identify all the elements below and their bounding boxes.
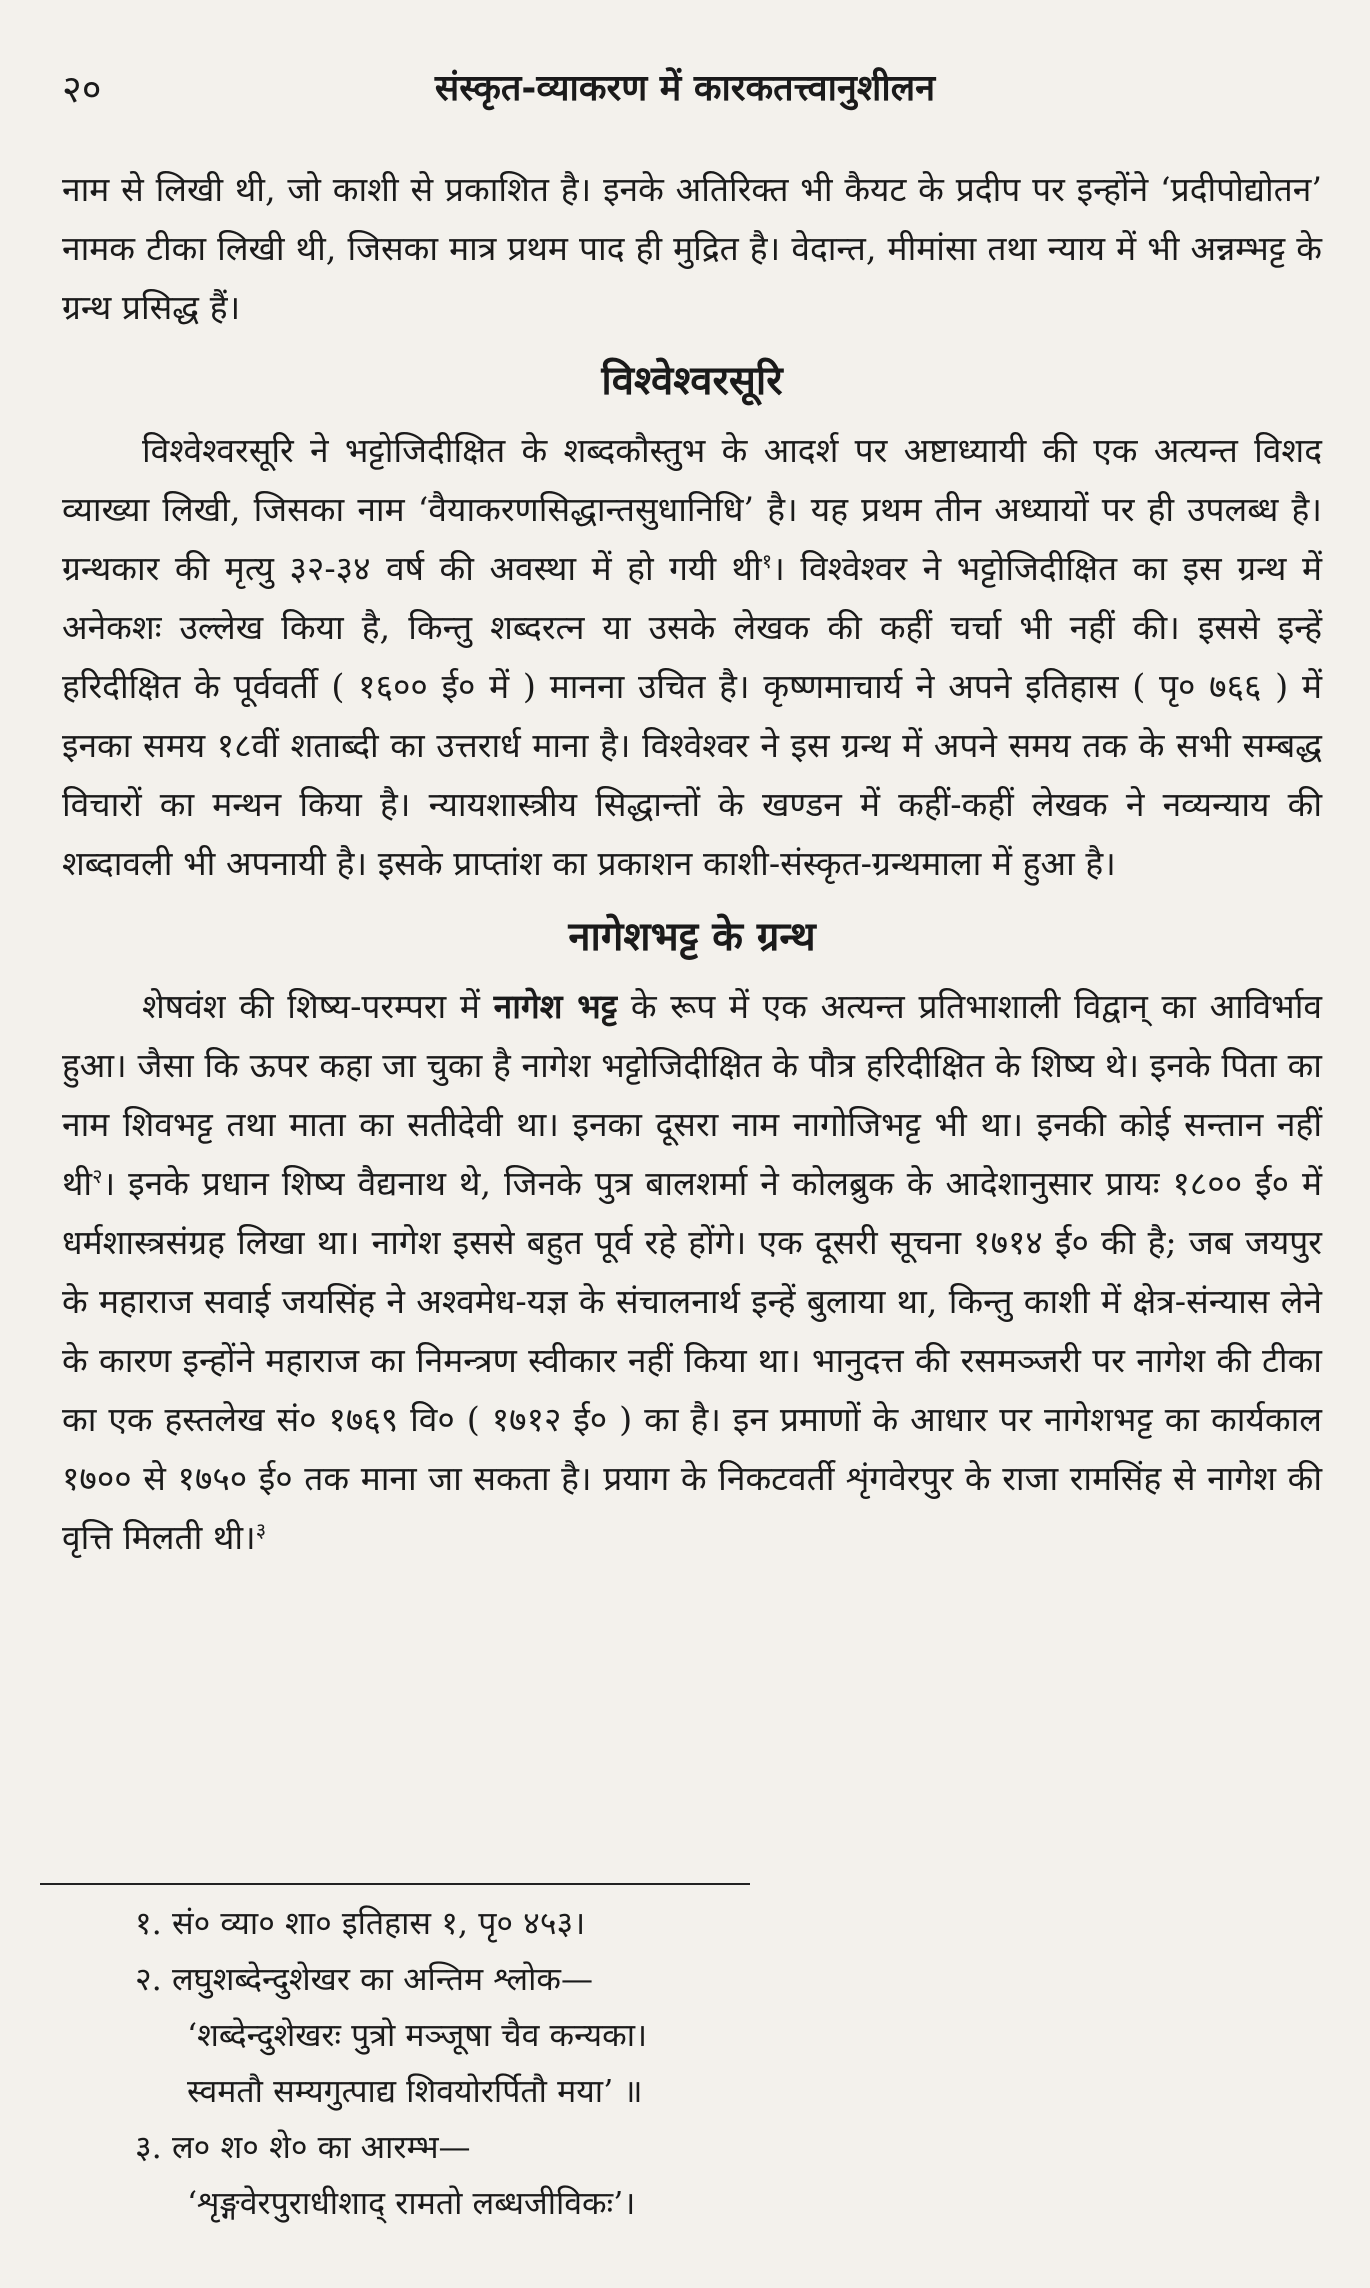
- running-title: संस्कृत-व्याकरण में कारकतत्त्वानुशीलन: [434, 68, 936, 109]
- footnote-ref-1[interactable]: १: [761, 548, 773, 573]
- footnote-3-verse: ‘शृङ्गवेरपुराधीशाद् रामतो लब्धजीविकः’।: [187, 2184, 636, 2222]
- footnote-1: १. सं० व्या० शा० इतिहास १, पृ० ४५३।: [135, 1904, 586, 1942]
- footnote-2-verse-line-2: स्वमतौ सम्यगुत्पाद्य शिवयोरर्पितौ मया’ ॥: [187, 2072, 643, 2110]
- para-text: । विश्वेश्वर ने भट्टोजिदीक्षित का इस ग्रन्थ में अनेकशः उल्लेख किया है, किन्तु शब्दरत्न या उसके लेखक की कहीं चर्चा भी नहीं की। इससे इन्हें हरिदीक्षित के पूर्ववर्ती ( १६०० ई० में ) मानना उचित है। कृष्णमाचार्य ने अपने इतिहास ( पृ० ७६६ ) में इनका समय १८वीं शताब्दी का उत्तरार्ध माना है। विश्वेश्वर ने इस ग्रन्थ में अपने समय तक के सभी सम्बद्ध विचारों का मन्थन किया है। न्यायशास्त्रीय सिद्धान्तों के खण्डन में कहीं-कहीं लेखक ने नव्यन्याय की शब्दावली भी अपनायी है। इसके प्राप्तांश का प्रकाशन काशी-संस्कृत-ग्रन्थमाला में हुआ है।: [62, 549, 1322, 883]
- footnote-3: ३. ल० श० शे० का आरम्भ—: [135, 2128, 471, 2166]
- name-nagesha-bhatta: नागेश भट्ट: [493, 987, 618, 1026]
- para-text: शेषवंश की शिष्य-परम्परा में: [142, 987, 480, 1026]
- running-head: [62, 54, 1308, 114]
- footnote-2-verse-line-1: ‘शब्देन्दुशेखरः पुत्रो मञ्जूषा चैव कन्यका।: [187, 2016, 648, 2054]
- footnote-2: २. लघुशब्देन्दुशेखर का अन्तिम श्लोक—: [135, 1960, 593, 1998]
- paragraph-nageshabhatta: [62, 977, 1322, 1567]
- footnote-ref-3[interactable]: ३: [255, 1517, 267, 1542]
- intro-paragraph: नाम से लिखी थी, जो काशी से प्रकाशित है। इनके अतिरिक्त भी कैयट के प्रदीप पर इन्होंने ‘प्रदीपोद्योतन’ नामक टीका लिखी थी, जिसका मात्र प्रथम पाद ही मुद्रित है। वेदान्त, मीमांसा तथा न्याय में भी अन्नम्भट्ट के ग्रन्थ प्रसिद्ध हैं।: [62, 170, 1322, 327]
- para-text: विश्वेश्वरसूरि ने भट्टोजिदीक्षित के शब्दकौस्तुभ के आदर्श पर अष्टाध्यायी की एक अत्यन्त विशद व्याख्या लिखी, जिसका नाम ‘वैयाकरणसिद्धान्तसुधानिधि’ है। यह प्रथम तीन अध्यायों पर ही उपलब्ध है। ग्रन्थकार की मृत्यु ३२-३४ वर्ष की अवस्था में हो गयी थी: [62, 431, 1322, 588]
- para-text: । इनके प्रधान शिष्य वैद्यनाथ थे, जिनके पुत्र बालशर्मा ने कोलब्रुक के आदेशानुसार प्रायः १८०० ई० में धर्मशास्त्रसंग्रह लिखा था। नागेश इससे बहुत पूर्व रहे होंगे। एक दूसरी सूचना १७१४ ई० की है; जब जयपुर के महाराज सवाई जयसिंह ने अश्वमेध-यज्ञ के संचालनार्थ इन्हें बुलाया था, किन्तु काशी में क्षेत्र-संन्यास लेने के कारण इन्होंने महाराज का निमन्त्रण स्वीकार नहीं किया था। भानुदत्त की रसमञ्जरी पर नागेश की टीका का एक हस्तलेख सं० १७६९ वि० ( १७१२ ई० ) का है। इन प्रमाणों के आधार पर नागेशभट्ट का कार्यकाल १७०० से १७५० ई० तक माना जा सकता है। प्रयाग के निकटवर्ती शृंगवेरपुर के राजा रामसिंह से नागेश की वृत्ति मिलती थी।: [62, 1164, 1322, 1557]
- footnote-divider: [40, 1883, 750, 1885]
- footnote-ref-2[interactable]: २: [92, 1163, 103, 1188]
- section-heading-vishveshvarasuri: विश्वेश्वरसूरि: [601, 358, 783, 404]
- page-body: [62, 160, 1322, 1567]
- page-number: २०: [62, 67, 102, 111]
- para-text: के रूप में एक अत्यन्त प्रतिभाशाली विद्वान् का आविर्भाव हुआ। जैसा कि ऊपर कहा जा चुका है नागेश भट्टोजिदीक्षित के पौत्र हरिदीक्षित के शिष्य थे। इनके पिता का नाम शिवभट्ट तथा माता का सतीदेवी था। इनका दूसरा नाम नागोजिभट्ट भी था। इनकी कोई सन्तान नहीं थी: [62, 987, 1322, 1203]
- section-heading-nageshabhatta: नागेशभट्ट के ग्रन्थ: [568, 914, 816, 960]
- footnotes: [135, 1895, 1310, 2231]
- paragraph-vishveshvarasuri: [62, 421, 1322, 893]
